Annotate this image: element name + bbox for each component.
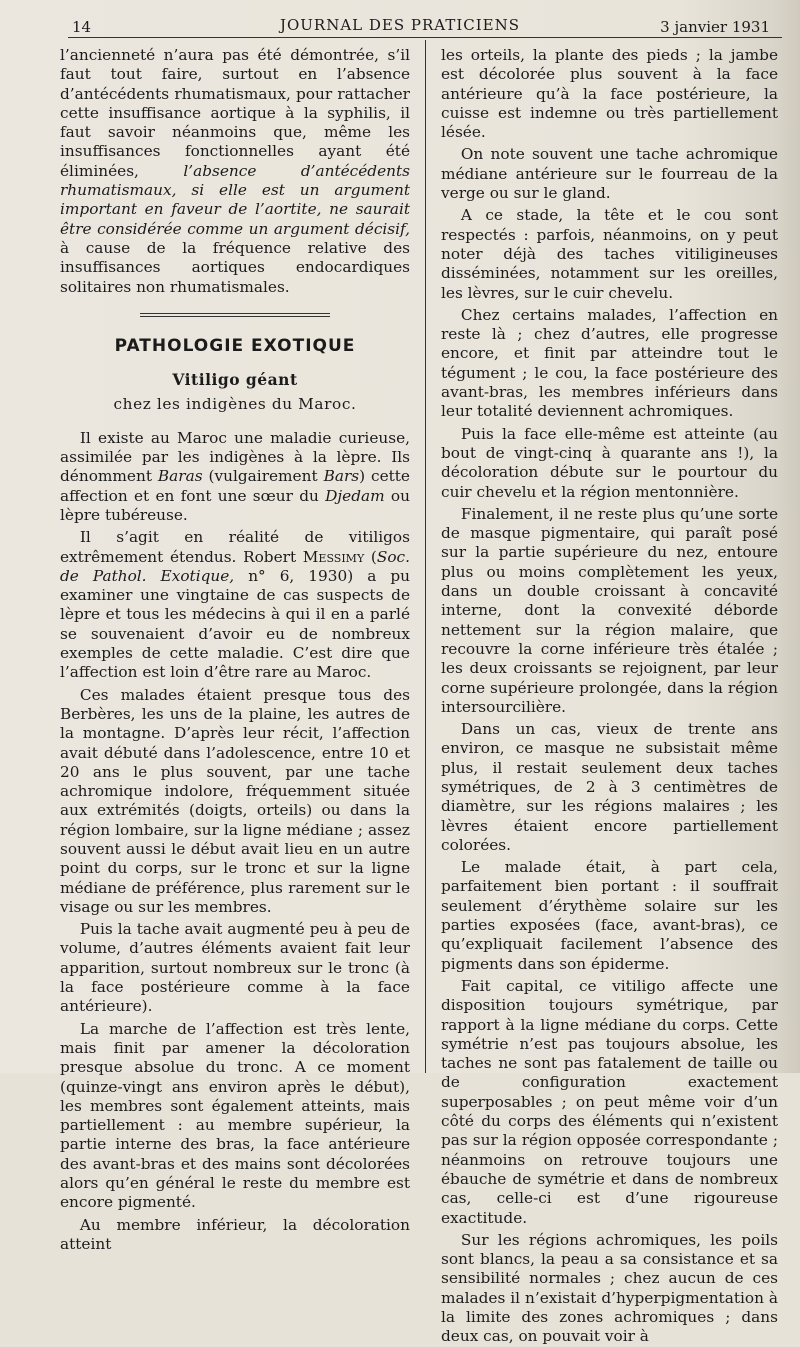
paragraph: On note souvent une tache achromique médiane antérieure sur le fourreau de la verge ou sur le gland. bbox=[441, 145, 778, 203]
right-column bbox=[441, 46, 778, 1347]
paragraph: Fait capital, ce vitiligo affecte une disposition toujours symétrique, par rapport à la ligne médiane du corps. Cette symétrie n’est pas toujours absolue, les taches ne sont pas fatalement de taille ou de configuration exactement superposables ; on peut même voir d’un côté du corps des éléments qui n’existent pas sur la région opposée correspondante ; néanmoins on retrouve toujours une ébauche de symétrie et dans de nombreux cas, celle-ci est d’une rigoureuse exactitude. bbox=[441, 976, 778, 1227]
paragraph: Puis la tache avait augmenté peu à peu de volume, d’autres éléments avaient fait leur apparition, surtout nombreux sur le tronc (à la face postérieure comme à la face antérieure). bbox=[60, 920, 410, 1016]
left-column bbox=[60, 46, 410, 1254]
column-rule bbox=[425, 40, 426, 1073]
page-header bbox=[0, 12, 800, 38]
paragraph: Dans un cas, vieux de trente ans environ, ce masque ne subsistait même plus, il restait seulement deux taches symétriques, de 2 à 3 centimètres de diamètre, sur les régions malaires ; les lèvres étaient encore partiellement colorées. bbox=[441, 720, 778, 854]
paragraph: Il existe au Maroc une maladie curieuse, assimilée par les indigènes à la lèpre. Ils dénomment Baras (vulgairement Bars) cette affection et en font une sœur du Djedam ou lèpre tubéreuse. bbox=[60, 428, 410, 524]
article-subtitle: chez les indigènes du Maroc. bbox=[113, 395, 357, 414]
paragraph: les orteils, la plante des pieds ; la jambe est décolorée plus souvent à la face antérieure qu’à la face postérieure, la cuisse est indemne ou très partiellement lésée. bbox=[441, 46, 778, 142]
paragraph: Chez certains malades, l’affection en reste là ; chez d’autres, elle progresse encore, et finit par atteindre tout le tégument ; le cou, la face postérieure des avant-bras, les membres inférieurs dans leur totalité deviennent achromiques. bbox=[441, 305, 778, 421]
paragraph: Au membre inférieur, la décoloration atteint bbox=[60, 1215, 410, 1253]
paragraph: Puis la face elle-même est atteinte (au bout de vingt-cinq à quarante ans !), la décoloration débute sur le pourtour du cuir chevelu et la région mentonnière. bbox=[441, 424, 778, 501]
paragraph: A ce stade, la tête et le cou sont respectés : parfois, néanmoins, on y peut noter déjà des taches vitiligineuses disséminées, notamment sur les oreilles, les lèvres, sur le cuir chevelu. bbox=[441, 206, 778, 302]
paragraph: Il s’agit en réalité de vitiligos extrêmement étendus. Robert Messimy (Soc. de Pathol. Exotique, n° 6, 1930) a pu examiner une vingtaine de cas suspects de lèpre et tous les médecins à qui il en a parlé se souvenaient d’avoir eu de nombreux exemples de cette maladie. C’est dire que l’affection est loin d’être rare au Maroc. bbox=[60, 528, 410, 682]
paragraph: Le malade était, à part cela, parfaitement bien portant : il souffrait seulement d’érythème solaire sur les parties exposées (face, avant-bras), ce qu’expliquait facilement l’absence des pigments dans son épiderme. bbox=[441, 858, 778, 973]
paragraph: Sur les régions achromiques, les poils sont blancs, la peau a sa consistance et sa sensibilité normales ; chez aucun de ces malades il n’existait d’hyperpigmentation à la limite des zones achromiques ; dans deux cas, on pouvait voir à bbox=[441, 1230, 778, 1346]
header-rule bbox=[68, 37, 782, 38]
article-title: Vitiligo géant bbox=[172, 370, 298, 390]
page-number: 14 bbox=[72, 18, 92, 36]
issue-date: 3 janvier 1931 bbox=[660, 18, 770, 36]
journal-title: JOURNAL DES PRATICIENS bbox=[279, 16, 521, 34]
paragraph: Finalement, il ne reste plus qu’une sorte de masque pigmentaire, qui paraît posé sur la partie supérieure du nez, entoure plus ou moins complètement les yeux, dans un double croissant à concavité interne, dont la convexité déborde nettement sur la région malaire, que recouvre la corne inférieure très étalée ; les deux croissants se rejoignent, par leur corne supérieure prolongée, dans la région intersourcilière. bbox=[441, 504, 778, 716]
paragraph: Ces malades étaient presque tous des Berbères, les uns de la plaine, les autres de la montagne. D’après leur récit, l’affection avait débuté dans l’adolescence, entre 10 et 20 ans le plus souvent, par une tache achromique indolore, fréquemment située aux extrémités (doigts, orteils) ou dans la région lombaire, sur la ligne médiane ; assez souvent aussi le début avait lieu en un autre point du corps, sur le tronc et sur la ligne médiane de préférence, plus rarement sur le visage ou sur les membres. bbox=[60, 685, 410, 916]
section-heading: PATHOLOGIE EXOTIQUE bbox=[114, 335, 356, 356]
section-separator bbox=[140, 313, 330, 317]
paragraph: l’ancienneté n’aura pas été démontrée, s’il faut tout faire, surtout en l’absence d’antécédents rhumatismaux, pour rattacher cette insuffisance aortique à la syphilis, il faut savoir néanmoins que, même les insuffisances fonctionnelles ayant été éliminées, l’absence d’antécédents rhumatismaux, si elle est un argument important en faveur de l’aortite, ne saurait être considérée comme un argument décisif, à cause de la fréquence relative des insuffisances aortiques endocardiques solitaires non rhumatismales. bbox=[60, 46, 410, 296]
paragraph: La marche de l’affection est très lente, mais finit par amener la décoloration presque absolue du tronc. A ce moment (quinze-vingt ans environ après le début), les membres sont également atteints, mais partiellement : au membre supérieur, la partie interne des bras, la face antérieure des avant-bras et des mains sont décolorées alors qu’en général le reste du membre est encore pigmenté. bbox=[60, 1019, 410, 1212]
